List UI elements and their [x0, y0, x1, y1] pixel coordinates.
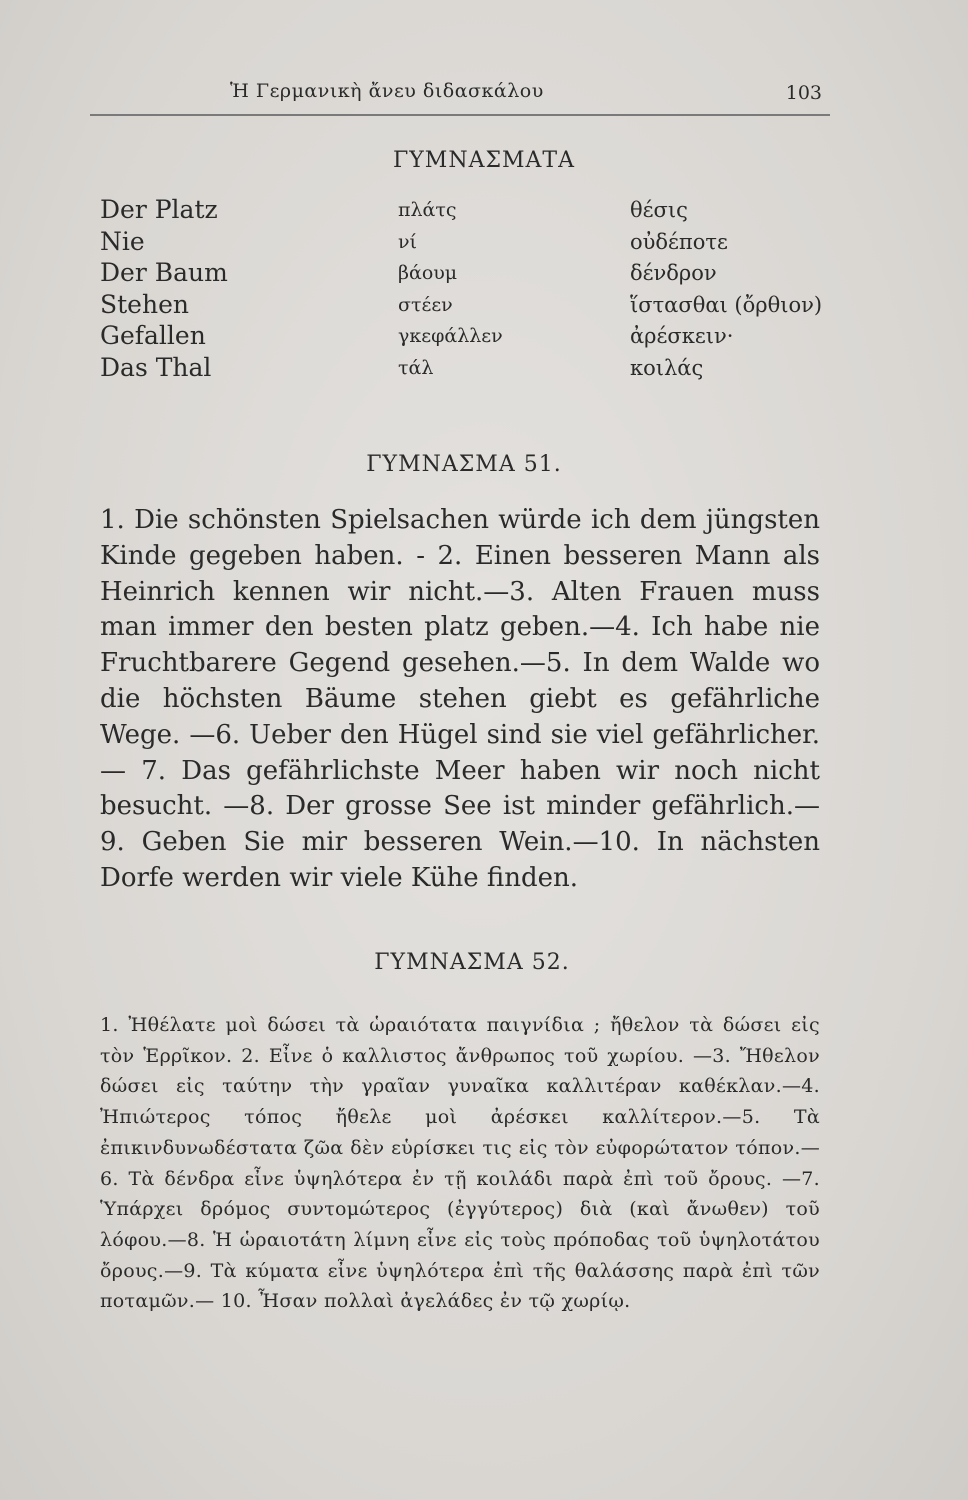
german-word: Gefallen: [100, 321, 206, 350]
german-word: Nie: [100, 226, 145, 256]
vocab-row: [100, 321, 840, 353]
greek-meaning: οὐδέποτε: [630, 229, 728, 254]
vocab-row: [100, 290, 840, 322]
pronunciation: πλάτς: [398, 199, 457, 221]
exercise-51-heading: ΓΥΜΝΑΣΜΑ 51.: [366, 452, 562, 477]
exercise-51-text: 1. Die schönsten Spielsachen würde ich dem jüngsten Kinde gegeben haben. - 2. Einen besseren Mann als Heinrich kennen wir nicht.—3. Alten Frauen muss man immer den besten platz geben.—4. Ich habe nie Fruchtbarere Gegend gesehen.—5. In dem Walde wo die höchsten Bäume stehen giebt es gefährliche Wege. —6. Ueber den Hügel sind sie viel gefährlicher. — 7. Das gefährlichste Meer haben wir noch nicht besucht. —8. Der grosse See ist minder gefährlich.—9. Geben Sie mir besseren Wein.—10. In nächsten Dorfe werden wir viele Kühe finden.: [100, 505, 820, 893]
greek-meaning: δένδρον: [630, 261, 717, 285]
exercise-52-text: 1. Ἠθέλατε μοὶ δώσει τὰ ὡραιότατα παιγνίδια ; ἤθελον τὰ δώσει εἰς τὸν Ἑρρῖκον. 2. Εἶνε ὁ καλλιστος ἄνθρωπος τοῦ χωρίου. —3. Ἤθελον δώσει εἰς ταύτην τὴν γραῖαν γυναῖκα καλλιτέραν καθέκλαν.—4. Ἠπιώτερος τόπος ἤθελε μοὶ ἀρέσκει καλλίτερον.—5. Τὰ ἐπικινδυνωδέστατα ζῶα δὲν εὑρίσκει τις εἰς τὸν εὐφορώτατον τόπον.—6. Τὰ δένδρα εἶνε ὑψηλότερα ἐν τῇ κοιλάδι παρὰ ἐπὶ τοῦ ὄρους. —7. Ὑπάρχει δρόμος συντομώτερος (ἐγγύτερος) διὰ (καὶ ἄνωθεν) τοῦ λόφου.—8. Ἡ ὡραιοτάτη λίμνη εἶνε εἰς τοὺς πρόποδας τοῦ ὑψηλοτάτου ὄρους.—9. Τὰ κύματα εἶνε ὑψηλότερα ἐπὶ τῆς θαλάσσης παρὰ ἐπὶ τῶν ποταμῶν.— 10. Ἦσαν πολλαὶ ἀγελάδες ἐν τῷ χωρίῳ.: [100, 1014, 820, 1313]
vocab-row: [100, 195, 840, 227]
greek-meaning: κοιλάς: [630, 355, 704, 380]
vocabulary-table: [100, 195, 840, 384]
pronunciation: βάουμ: [398, 262, 458, 284]
german-word: Stehen: [100, 289, 189, 319]
german-word: Der Platz: [100, 195, 218, 224]
vocab-row: [100, 353, 840, 385]
pronunciation: στέεν: [398, 293, 453, 316]
pronunciation: γκεφάλλεν: [398, 325, 503, 347]
running-header: [90, 80, 830, 116]
vocab-row: [100, 258, 840, 290]
pronunciation: τάλ: [398, 356, 434, 379]
greek-meaning: ἀρέσκειν·: [630, 324, 734, 348]
vocab-row: [100, 227, 840, 259]
german-word: Der Baum: [100, 258, 228, 287]
pronunciation: νί: [398, 230, 417, 253]
page-number: 103: [785, 82, 822, 104]
exercise-52-heading: ΓΥΜΝΑΣΜΑ 52.: [374, 950, 570, 975]
german-word: Das Thal: [100, 352, 212, 382]
greek-meaning: ἵστασθαι (ὄρθιον): [630, 292, 823, 317]
running-title: Ἡ Γερμανικὴ ἄνευ διδασκάλου: [230, 80, 544, 102]
vocabulary-heading: ΓΥΜΝΑΣΜΑΤΑ: [393, 148, 575, 173]
greek-meaning: θέσις: [630, 198, 688, 222]
